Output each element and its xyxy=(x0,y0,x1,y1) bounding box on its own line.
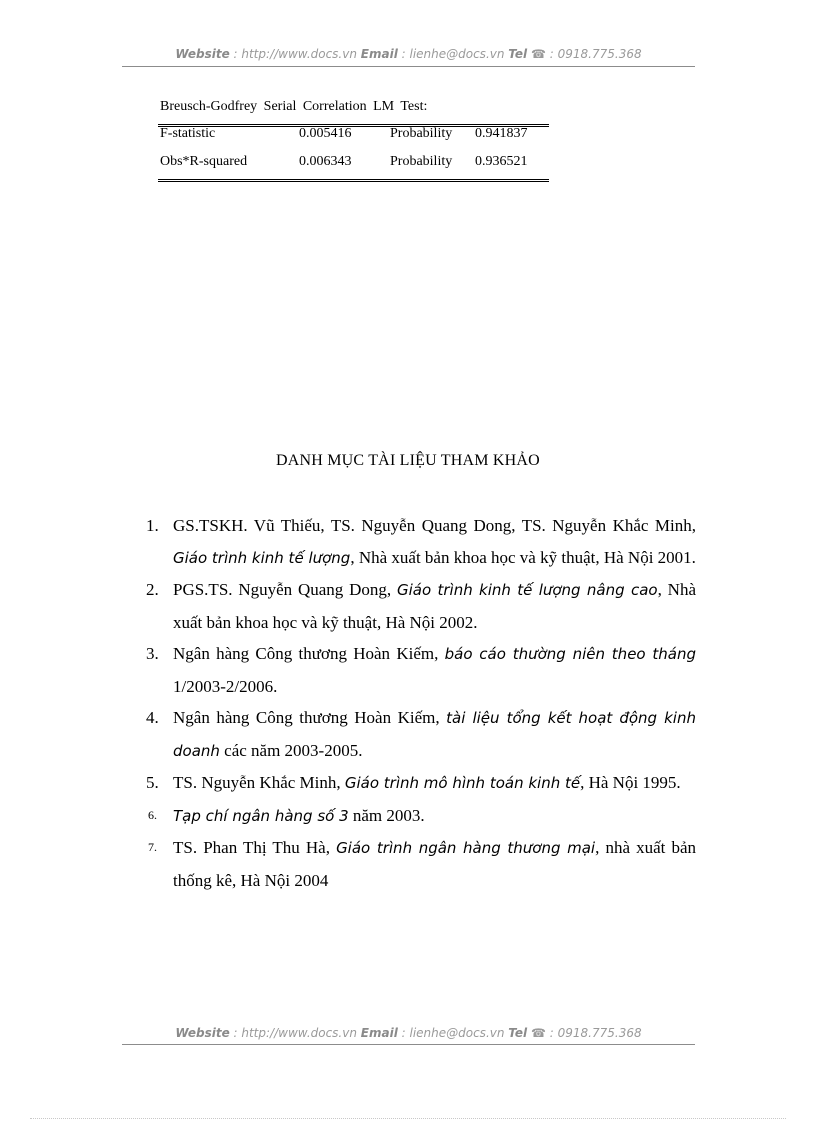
email-label: Email xyxy=(360,47,398,61)
row-label: F-statistic xyxy=(160,126,216,141)
item-title: Tạp chí ngân hàng số 3 xyxy=(173,806,349,825)
website-value: : http://www.docs.vn xyxy=(229,1026,361,1040)
table-bottom-rule xyxy=(158,179,549,182)
item-number: 6. xyxy=(148,807,157,822)
website-label: Website xyxy=(175,1026,230,1040)
references-list xyxy=(146,510,696,896)
item-publisher: , Nhà xuất bản khoa học và kỹ thuật, Hà Nội 2002. xyxy=(173,580,697,632)
item-authors: Ngân hàng Công thương Hoàn Kiếm, xyxy=(173,708,447,727)
phone-icon: ☎ xyxy=(531,1026,546,1040)
email-value: : lienhe@docs.vn xyxy=(397,1026,509,1040)
website-value: : http://www.docs.vn xyxy=(229,47,361,61)
item-number: 5. xyxy=(146,773,159,792)
page-footer xyxy=(122,1026,695,1040)
row-prob: 0.941837 xyxy=(475,126,528,141)
item-publisher: các năm 2003-2005. xyxy=(219,740,363,760)
item-authors: Ngân hàng Công thương Hoàn Kiếm, xyxy=(173,644,445,663)
phone-icon: ☎ xyxy=(531,47,546,61)
item-publisher: năm 2003. xyxy=(348,805,425,825)
item-title: Giáo trình kinh tế lượng nâng cao xyxy=(396,581,658,599)
list-item xyxy=(146,702,696,767)
item-title: Giáo trình ngân hàng thương mại xyxy=(336,839,596,857)
tel-label: Tel xyxy=(508,47,528,61)
row-value: 0.005416 xyxy=(299,126,352,141)
footer-rule xyxy=(122,1044,695,1045)
item-title: Giáo trình kinh tế lượng xyxy=(173,548,351,567)
page-header xyxy=(122,47,695,61)
list-item xyxy=(146,510,696,574)
list-item xyxy=(146,574,696,638)
tel-value: : 0918.775.368 xyxy=(545,47,642,61)
website-label: Website xyxy=(175,47,230,61)
item-authors: GS.TSKH. Vũ Thiếu, TS. Nguyễn Quang Dong, TS. Nguyễn Khắc Minh, xyxy=(173,516,696,535)
item-title: tài liệu tổng kết hoạt động kinh doanh xyxy=(173,709,696,760)
item-authors: TS. Phan Thị Thu Hà, xyxy=(173,838,337,857)
references-heading: DANH MỤC TÀI LIỆU THAM KHẢO xyxy=(276,452,540,469)
item-title: báo cáo thường niên theo tháng xyxy=(444,645,696,663)
item-number: 4. xyxy=(146,708,159,727)
item-number: 2. xyxy=(146,580,159,599)
row-prob-label: Probability xyxy=(390,154,453,169)
row-prob-label: Probability xyxy=(390,126,453,141)
item-number: 7. xyxy=(148,840,157,854)
stat-table-title: Breusch-Godfrey Serial Correlation LM Test: xyxy=(160,99,428,114)
list-item xyxy=(146,638,696,702)
list-item xyxy=(146,767,696,800)
header-rule xyxy=(122,66,695,67)
email-value: : lienhe@docs.vn xyxy=(397,47,509,61)
page-bottom-divider xyxy=(30,1118,786,1119)
row-value: 0.006343 xyxy=(299,154,352,169)
item-publisher: , nhà xuất bản thống kê, Hà Nội 2004 xyxy=(173,838,697,890)
row-prob: 0.936521 xyxy=(475,154,528,169)
item-authors: TS. Nguyễn Khắc Minh, xyxy=(173,773,345,792)
item-publisher: , Nhà xuất bản khoa học và kỹ thuật, Hà Nội 2001. xyxy=(350,547,696,567)
item-number: 3. xyxy=(146,644,159,663)
email-label: Email xyxy=(360,1026,398,1040)
item-publisher: 1/2003-2/2006. xyxy=(173,676,278,696)
tel-value: : 0918.775.368 xyxy=(545,1026,642,1040)
item-publisher: , Hà Nội 1995. xyxy=(580,773,681,792)
item-number: 1. xyxy=(146,516,159,535)
item-authors: PGS.TS. Nguyễn Quang Dong, xyxy=(173,580,397,599)
item-title: Giáo trình mô hình toán kinh tế xyxy=(344,774,581,792)
list-item xyxy=(146,800,696,833)
row-label: Obs*R-squared xyxy=(160,154,248,169)
tel-label: Tel xyxy=(508,1026,528,1040)
list-item xyxy=(146,832,696,896)
